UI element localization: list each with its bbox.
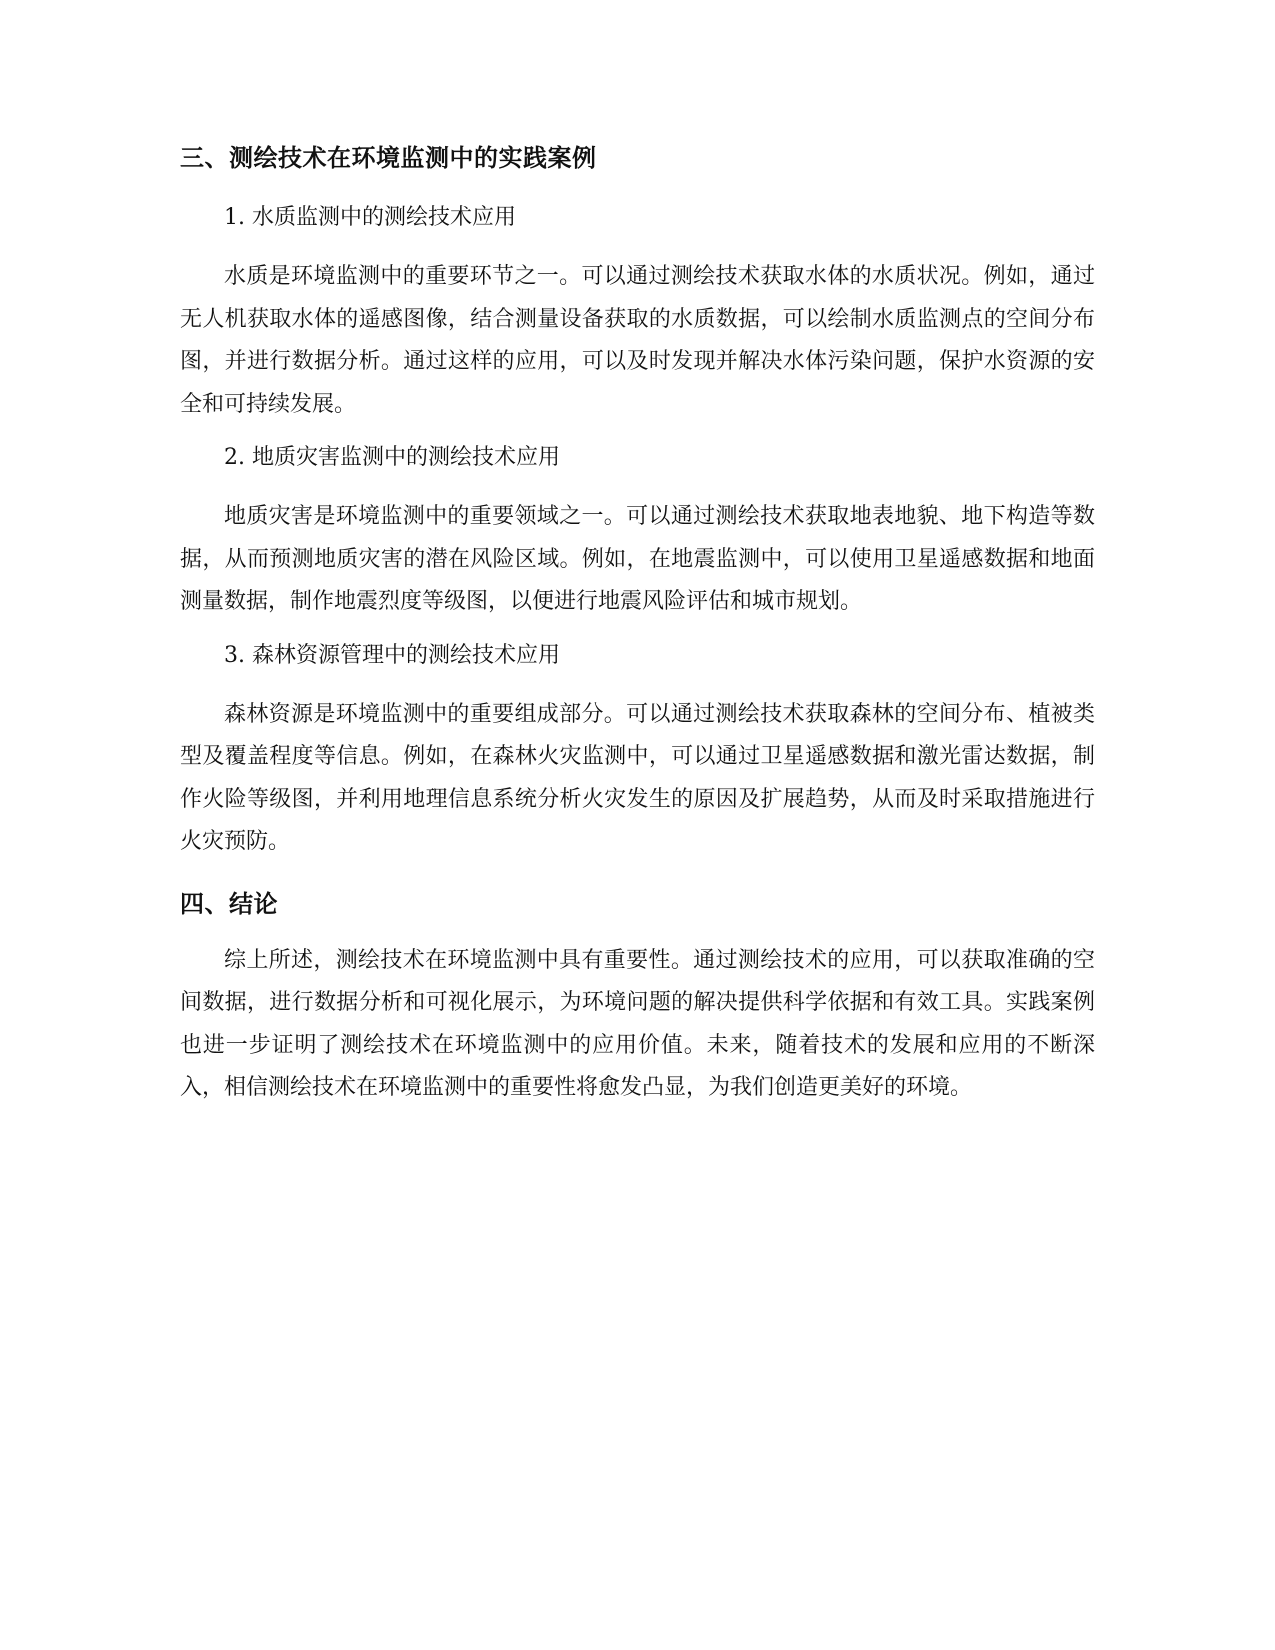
subheading-forest-resources: 3. 森林资源管理中的测绘技术应用 xyxy=(224,642,560,668)
section-heading-conclusion: 四、结论 xyxy=(180,889,278,918)
paragraph-forest-resources: 森林资源是环境监测中的重要组成部分。可以通过测绘技术获取森林的空间分布、植被类型及覆盖程度等信息。例如，在森林火灾监测中，可以通过卫星遥感数据和激光雷达数据，制作火险等级图，并利用地理信息系统分析火灾发生的原因及扩展趋势，从而及时采取措施进行火灾预防。 xyxy=(180,701,1095,854)
paragraph-geological-hazard: 地质灾害是环境监测中的重要领域之一。可以通过测绘技术获取地表地貌、地下构造等数据，从而预测地质灾害的潜在风险区域。例如，在地震监测中，可以使用卫星遥感数据和地面测量数据，制作地震烈度等级图，以便进行地震风险评估和城市规划。 xyxy=(180,504,1095,614)
section-heading-practice-cases: 三、测绘技术在环境监测中的实践案例 xyxy=(180,144,597,172)
subheading-water-quality: 1. 水质监测中的测绘技术应用 xyxy=(224,205,516,230)
document-page xyxy=(180,140,1095,1110)
paragraph-conclusion: 综上所述，测绘技术在环境监测中具有重要性。通过测绘技术的应用，可以获取准确的空间数据，进行数据分析和可视化展示，为环境问题的解决提供科学依据和有效工具。实践案例也进一步证明了测绘技术在环境监测中的应用价值。未来，随着技术的发展和应用的不断深入，相信测绘技术在环境监测中的重要性将愈发凸显，为我们创造更美好的环境。 xyxy=(180,947,1095,1100)
subheading-geological-hazard: 2. 地质灾害监测中的测绘技术应用 xyxy=(224,445,560,470)
paragraph-water-quality: 水质是环境监测中的重要环节之一。可以通过测绘技术获取水体的水质状况。例如，通过无人机获取水体的遥感图像，结合测量设备获取的水质数据，可以绘制水质监测点的空间分布图，并进行数据分析。通过这样的应用，可以及时发现并解决水体污染问题，保护水资源的安全和可持续发展。 xyxy=(180,264,1095,417)
